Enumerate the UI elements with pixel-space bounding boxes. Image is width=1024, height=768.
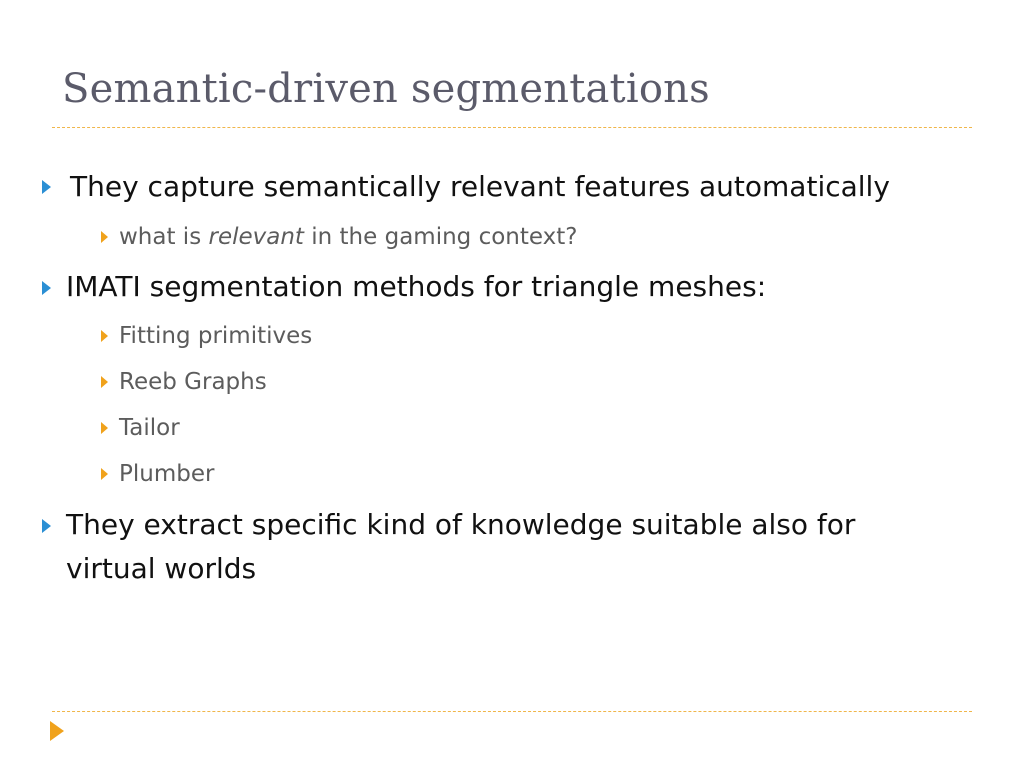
sub-bullet-triangle-icon — [101, 330, 108, 342]
bullet-1-text: They capture semantically relevant features automatically — [70, 170, 890, 203]
bullet-2-text: IMATI segmentation methods for triangle meshes: — [66, 270, 767, 303]
bullet-2-sub-2: Reeb Graphs — [119, 369, 267, 395]
footer-divider — [52, 711, 972, 712]
bullet-2-sub-3: Tailor — [119, 415, 180, 441]
slide-title: Semantic-driven segmentations — [62, 66, 710, 112]
bullet-2-sub-4: Plumber — [119, 461, 215, 487]
sub-text-emphasis: relevant — [208, 224, 304, 250]
bullet-3-line-1: They extract specific kind of knowledge suitable also for — [66, 508, 856, 541]
bullet-1-sub-1 — [119, 214, 577, 260]
sub-bullet-triangle-icon — [101, 376, 108, 388]
sub-text-before: what is — [119, 224, 209, 250]
bullet-triangle-icon — [42, 519, 51, 533]
bullet-2-sub-1: Fitting primitives — [119, 323, 313, 349]
sub-bullet-triangle-icon — [101, 468, 108, 480]
bullet-triangle-icon — [42, 180, 51, 194]
bullet-3-line-2: virtual worlds — [66, 552, 257, 585]
bullet-triangle-icon — [42, 281, 51, 295]
play-arrow-icon[interactable] — [50, 721, 64, 741]
sub-bullet-triangle-icon — [101, 422, 108, 434]
sub-text-after: in the gaming context? — [303, 224, 578, 250]
sub-bullet-triangle-icon — [101, 231, 108, 243]
